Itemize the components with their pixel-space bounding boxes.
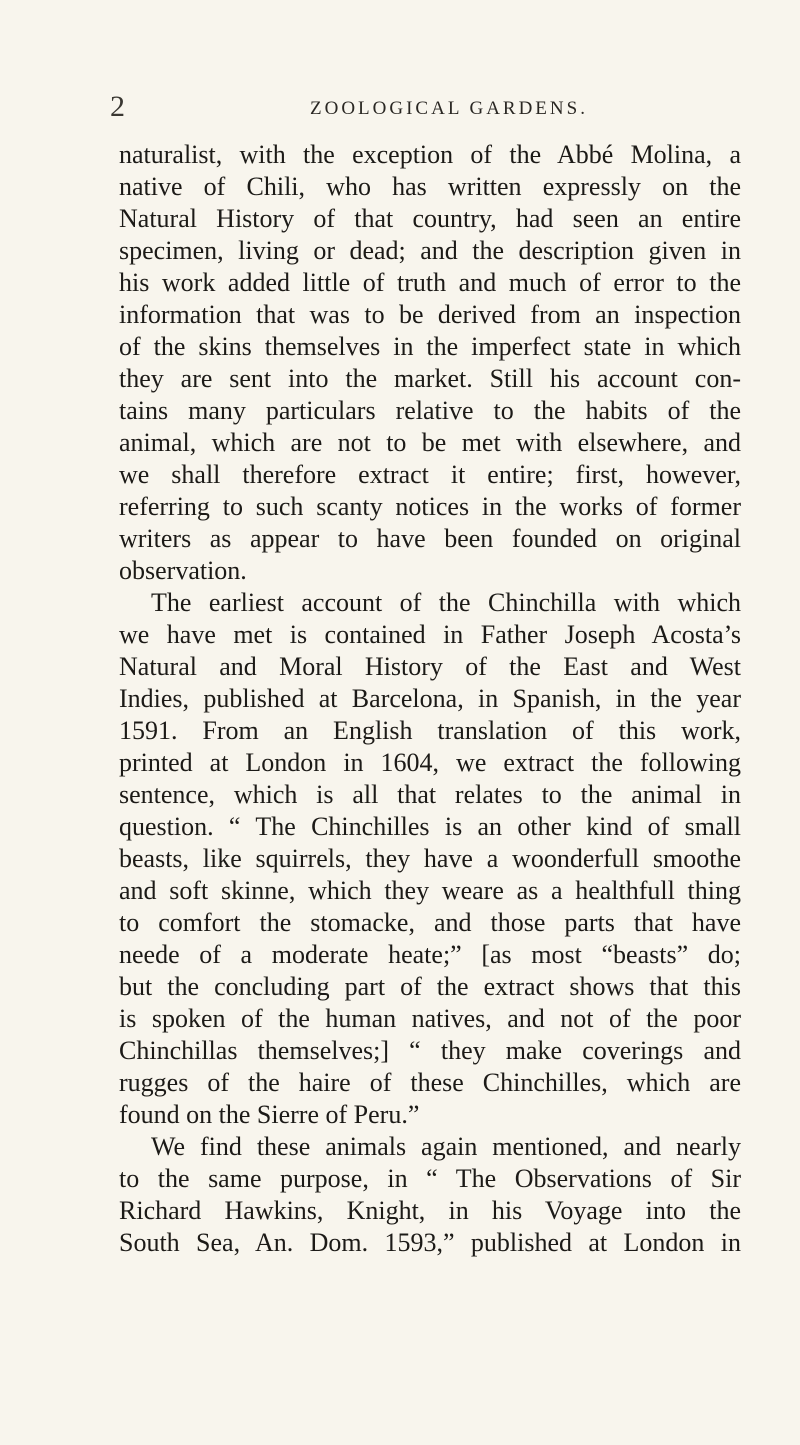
- text-line: Indies, published at Barcelona, in Spanish, in the year: [119, 684, 741, 713]
- page-number: 2: [110, 90, 125, 123]
- text-line: Natural and Moral History of the East and West: [119, 652, 741, 681]
- text-line: to the same purpose, in “ The Observations of Sir: [119, 1164, 741, 1193]
- text-line: referring to such scanty notices in the works of former: [119, 492, 741, 521]
- text-line: We find these animals again mentioned, and nearly: [151, 1132, 741, 1161]
- text-line: is spoken of the human natives, and not of the poor: [119, 1004, 741, 1033]
- text-line: animal, which are not to be met with elsewhere, and: [119, 428, 741, 457]
- text-line: Chinchillas themselves;] “ they make coverings and: [119, 1036, 741, 1065]
- text-line: specimen, living or dead; and the description given in: [119, 236, 741, 265]
- text-line: of the skins themselves in the imperfect state in which: [119, 332, 741, 361]
- text-line: but the concluding part of the extract shows that this: [119, 972, 741, 1001]
- text-line: printed at London in 1604, we extract the following: [119, 748, 741, 777]
- text-line: native of Chili, who has written expressly on the: [119, 172, 741, 201]
- text-line: found on the Sierre of Peru.”: [119, 1100, 420, 1129]
- page-header: [110, 92, 742, 126]
- text-line: and soft skinne, which they weare as a healthfull thing: [119, 876, 741, 905]
- text-line: The earliest account of the Chinchilla with which: [151, 588, 741, 617]
- text-line: his work added little of truth and much of error to the: [119, 268, 741, 297]
- text-line: observation.: [119, 556, 247, 585]
- text-line: beasts, like squirrels, they have a woonderfull smoothe: [119, 844, 741, 873]
- body-text: [119, 139, 741, 1259]
- text-line: information that was to be derived from an inspection: [119, 300, 741, 329]
- text-line: rugges of the haire of these Chinchilles, which are: [119, 1068, 741, 1097]
- text-line: sentence, which is all that relates to the animal in: [119, 780, 741, 809]
- text-line: question. “ The Chinchilles is an other kind of small: [119, 812, 741, 841]
- text-line: South Sea, An. Dom. 1593,” published at London in: [119, 1228, 741, 1257]
- text-line: we have met is contained in Father Joseph Acosta’s: [119, 620, 741, 649]
- text-line: they are sent into the market. Still his account con-: [119, 364, 741, 393]
- text-line: neede of a moderate heate;” [as most “beasts” do;: [119, 940, 741, 969]
- text-line: writers as appear to have been founded on original: [119, 524, 741, 553]
- text-line: tains many particulars relative to the habits of the: [119, 396, 741, 425]
- text-line: we shall therefore extract it entire; first, however,: [119, 460, 741, 489]
- text-line: Richard Hawkins, Knight, in his Voyage into the: [119, 1196, 741, 1225]
- text-line: naturalist, with the exception of the Abbé Molina, a: [119, 140, 741, 169]
- text-line: Natural History of that country, had seen an entire: [119, 204, 741, 233]
- text-line: 1591. From an English translation of this work,: [119, 716, 741, 745]
- running-title: ZOOLOGICAL GARDENS.: [310, 98, 588, 119]
- text-line: to comfort the stomacke, and those parts that have: [119, 908, 741, 937]
